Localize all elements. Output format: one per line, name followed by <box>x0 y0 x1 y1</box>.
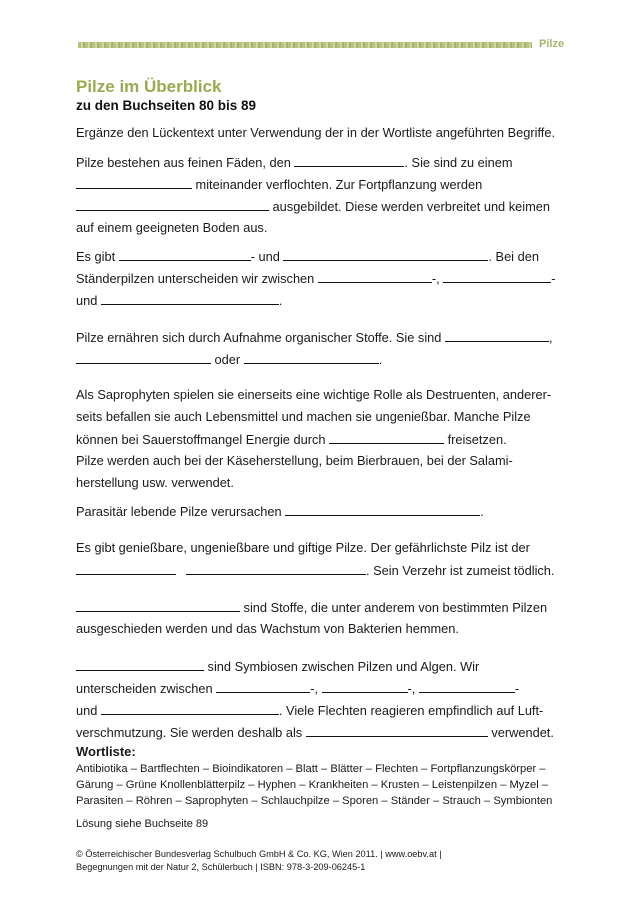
wortliste-line: Parasiten – Röhren – Saprophyten – Schlauchpilze – Sporen – Ständer – Strauch – Symbionten <box>76 795 553 807</box>
p4-line3: können bei Sauerstoffmangel Energie durch freisetzen. <box>76 432 507 447</box>
blank[interactable] <box>76 599 240 612</box>
header-section-label: Pilze <box>539 38 565 50</box>
p3-line2: oder . <box>76 351 382 368</box>
page-title: Pilze im Überblick <box>76 77 222 96</box>
blank[interactable] <box>244 351 379 364</box>
p2-line3: und . <box>76 293 283 308</box>
blank[interactable] <box>101 292 279 305</box>
p4-line1: Als Saprophyten spielen sie einerseits eine wichtige Rolle als Destruenten, anderer- <box>76 387 552 402</box>
blank[interactable] <box>329 431 444 444</box>
p4-line2: seits befallen sie auch Lebensmittel und machen sie ungenießbar. Manche Pilze <box>76 409 531 424</box>
p1-line4: auf einem geeigneten Boden aus. <box>76 220 268 235</box>
blank[interactable] <box>285 503 480 516</box>
p2-line2: Ständerpilzen unterscheiden wir zwischen -, - <box>76 271 556 286</box>
copyright-footer <box>76 848 442 874</box>
p1-line2: miteinander verflochten. Zur Fortpflanzung werden <box>76 176 482 193</box>
blank[interactable] <box>318 270 432 283</box>
p4-line5: herstellung usw. verwendet. <box>76 475 234 490</box>
wortliste-line: Gärung – Grüne Knollenblätterpilz – Hyphen – Krankheiten – Krusten – Leistenpilzen – Myzel – <box>76 779 549 791</box>
blank[interactable] <box>445 329 549 342</box>
blank[interactable] <box>306 724 488 737</box>
p3-line1: Pilze ernähren sich durch Aufnahme organischer Stoffe. Sie sind , <box>76 330 553 345</box>
blank[interactable] <box>76 351 211 364</box>
wortliste-line: Antibiotika – Bartflechten – Bioindikatoren – Blatt – Blätter – Flechten – Fortpflanzungskörper – <box>76 763 546 775</box>
p6-line2: . Sein Verzehr ist zumeist tödlich. <box>76 562 554 579</box>
copyright-line: Begegnungen mit der Natur 2, Schülerbuch | ISBN: 978-3-209-06245-1 <box>76 862 366 872</box>
p6-line1: Es gibt genießbare, ungenießbare und giftige Pilze. Der gefährlichste Pilz ist der <box>76 540 530 555</box>
p8-line3: und . Viele Flechten reagieren empfindlich auf Luft- <box>76 703 544 718</box>
p5-line1: Parasitär lebende Pilze verursachen . <box>76 504 484 519</box>
blank[interactable] <box>76 176 192 189</box>
blank[interactable] <box>216 680 310 693</box>
p8-line2: unterscheiden zwischen -, -, - <box>76 681 520 696</box>
solution-note: Lösung siehe Buchseite 89 <box>76 818 209 830</box>
blank[interactable] <box>101 702 279 715</box>
p2-line1: Es gibt - und . Bei den <box>76 249 539 264</box>
blank[interactable] <box>186 562 366 575</box>
p1-line3: ausgebildet. Diese werden verbreitet und keimen <box>76 198 550 215</box>
blank[interactable] <box>119 248 251 261</box>
p1-line1: Pilze bestehen aus feinen Fäden, den . Sie sind zu einem <box>76 155 513 170</box>
wortliste-heading: Wortliste: <box>76 744 136 759</box>
blank[interactable] <box>76 658 204 671</box>
p8-line1: sind Symbiosen zwischen Pilzen und Algen. Wir <box>76 658 479 675</box>
p4-line4: Pilze werden auch bei der Käseherstellung, beim Bierbrauen, bei der Salami- <box>76 453 513 468</box>
p7-line1: sind Stoffe, die unter anderem von bestimmten Pilzen <box>76 599 547 616</box>
blank[interactable] <box>76 562 176 575</box>
blank[interactable] <box>443 270 551 283</box>
wortliste <box>76 761 566 809</box>
page-subtitle: zu den Buchseiten 80 bis 89 <box>76 98 257 113</box>
blank[interactable] <box>76 198 269 211</box>
blank[interactable] <box>322 680 408 693</box>
copyright-line: © Österreichischer Bundesverlag Schulbuch GmbH & Co. KG, Wien 2011. | www.oebv.at | <box>76 849 442 859</box>
header-decor-bar <box>78 42 532 48</box>
blank[interactable] <box>294 154 404 167</box>
instruction: Ergänze den Lückentext unter Verwendung der in der Wortliste angeführten Begriffe. <box>76 125 556 140</box>
p7-line2: ausgeschieden werden und das Wachstum von Bakterien hemmen. <box>76 621 459 636</box>
blank[interactable] <box>283 248 488 261</box>
blank[interactable] <box>419 680 515 693</box>
p8-line4: verschmutzung. Sie werden deshalb als verwendet. <box>76 725 554 740</box>
